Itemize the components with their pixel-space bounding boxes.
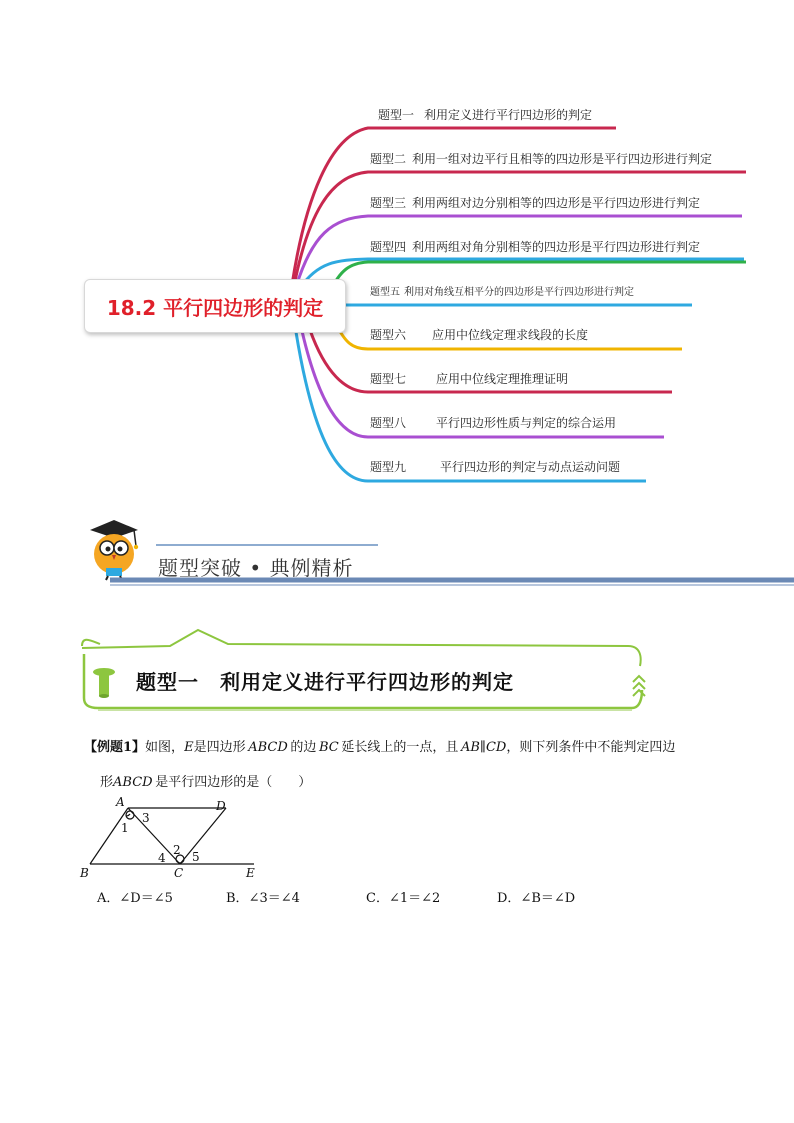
option-c[interactable] [366,887,440,906]
mindmap-center [84,279,346,333]
point-D: D [216,799,226,813]
branch-text: 平行四边形的判定与动点运动问题 [440,460,621,474]
branch-label: 题型六 [370,328,407,342]
branch-text: 平行四边形性质与判定的综合运用 [436,416,617,430]
mindmap-branch-2 [370,150,712,167]
q-text: 形 [100,775,114,790]
branch-label: 题型九 [370,460,407,474]
mindmap-branch-5 [370,283,634,298]
branch-text: 应用中位线定理求线段的长度 [432,328,589,342]
branch-text: 利用定义进行平行四边形的判定 [424,108,593,122]
branch-label: 题型七 [370,372,407,386]
angle-4: 4 [158,851,166,865]
mindmap-branch-6 [370,326,588,343]
branch-label: 题型二 [370,152,407,166]
banner-title: 题型突破 • 典例精析 [158,556,354,580]
option-b[interactable] [226,887,300,906]
option-text: ∠D＝∠5 [119,891,173,906]
q-var: AB [460,740,480,755]
mindmap-branch-8 [370,414,616,431]
parallelogram-figure [76,794,266,880]
mindmap-center-title: 18.2 平行四边形的判定 [106,295,324,320]
q-text: ∥ [479,740,486,755]
branch-label: 题型一 [378,108,415,122]
q-var: CD [485,740,507,755]
graduate-owl-icon [90,520,138,580]
q-text: 延长线上的一点，且 [341,740,459,755]
question-tag: 【例题1】 [84,740,146,755]
chevron-up-icon [633,676,645,696]
point-E: E [246,866,255,880]
branch-label: 题型八 [370,416,407,430]
mindmap-branch-9 [370,458,620,475]
branch-label: 题型四 [370,240,407,254]
q-var: ABCD [113,775,153,790]
question-line-1 [84,736,675,755]
section-title: 题型一 利用定义进行平行四边形的判定 [136,670,514,694]
option-letter: B． [226,891,249,906]
mindmap-branch-4 [370,238,700,255]
branch-text: 利用两组对边分别相等的四边形是平行四边形进行判定 [412,196,701,210]
q-text: 如图， [145,740,185,755]
branch-text: 应用中位线定理推理证明 [436,372,569,386]
branch-text: 利用对角线互相平分的四边形是平行四边形进行判定 [404,287,634,298]
point-B: B [80,866,89,880]
option-a[interactable] [97,887,173,906]
option-letter: C． [366,891,389,906]
option-letter: D． [497,891,521,906]
option-d[interactable] [497,887,575,906]
q-text: 是平行四边形的是（ ） [155,775,312,790]
angle-3: 3 [142,811,150,825]
mindmap-branch-7 [370,370,568,387]
q-text: ，则下列条件中不能判定四边 [506,740,676,755]
branch-text: 利用两组对角分别相等的四边形是平行四边形进行判定 [412,240,701,254]
point-A: A [116,795,125,809]
option-text: ∠3＝∠4 [248,891,300,906]
q-var: ABCD [248,740,288,755]
question-line-2 [100,771,311,790]
ribbon-cylinder-icon [93,668,115,698]
branch-text: 利用一组对边平行且相等的四边形是平行四边形进行判定 [412,152,713,166]
mindmap-branch-1 [378,106,592,123]
branch-label: 题型三 [370,196,407,210]
point-C: C [174,866,184,880]
q-var: BC [318,740,339,755]
branch-label: 题型五 [370,287,400,298]
q-text: 的边 [290,740,317,755]
option-text: ∠1＝∠2 [388,891,441,906]
q-var: E [184,740,194,755]
mindmap-branch-3 [370,194,700,211]
option-text: ∠B＝∠D [520,891,576,906]
option-letter: A． [97,891,120,906]
angle-5: 5 [192,850,200,864]
angle-2: 2 [173,843,181,857]
angle-1: 1 [121,821,129,835]
q-text: 是四边形 [193,740,246,755]
